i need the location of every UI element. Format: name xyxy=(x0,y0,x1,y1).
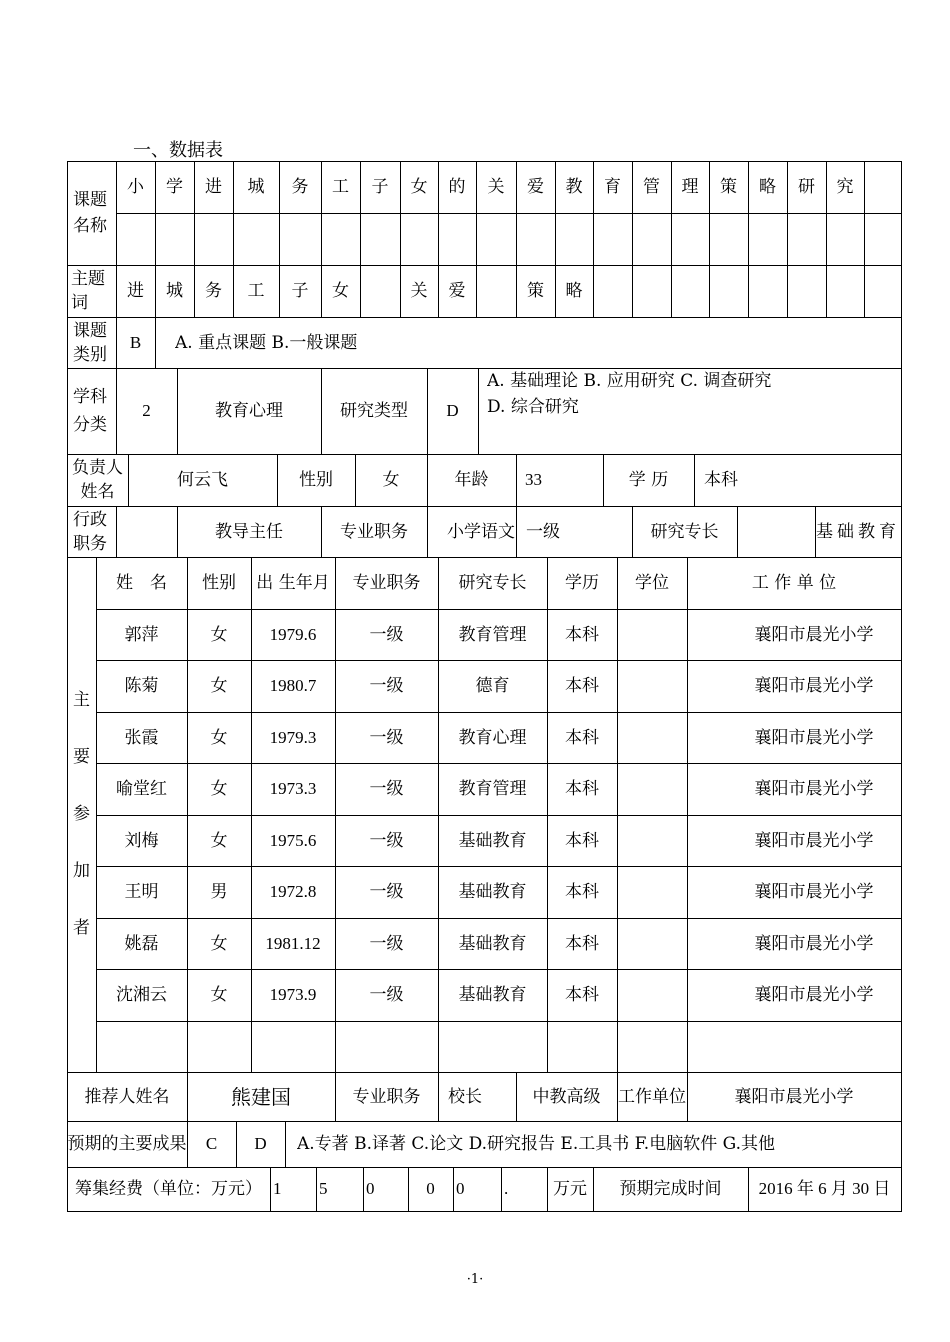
member-cell: 本科 xyxy=(565,933,599,954)
funding-digit: 0 xyxy=(456,1179,465,1198)
member-cell: 教育管理 xyxy=(458,779,527,799)
member-cell: 女 xyxy=(210,985,228,1005)
member-cell: 一级 xyxy=(369,985,404,1005)
completion-label: 预期完成时间 xyxy=(619,1179,722,1199)
member-cell: 本科 xyxy=(565,985,599,1005)
topic-char: 子 xyxy=(371,177,389,197)
leader-name: 何云飞 xyxy=(177,470,228,490)
topic-char: 学 xyxy=(166,177,183,197)
topic-name-label: 课题名称 xyxy=(73,190,107,236)
participants-label xyxy=(67,557,96,1072)
member-cell: 刘梅 xyxy=(124,830,159,851)
results-options: A.专著 B.译著 C.论文 D.研究报告 E.工具书 F.电脑软件 G.其他 xyxy=(297,1134,775,1154)
rule-line xyxy=(671,265,672,318)
member-cell: 喻堂红 xyxy=(116,779,167,799)
funding-digit: 1 xyxy=(273,1179,282,1198)
member-cell: 本科 xyxy=(565,727,599,748)
keyword-char: 城 xyxy=(166,281,183,301)
topic-char: 理 xyxy=(681,177,699,197)
topic-char: 工 xyxy=(332,177,349,197)
topic-char: 策 xyxy=(720,177,737,197)
member-cell: 女 xyxy=(210,676,228,696)
member-header-cell: 研究专长 xyxy=(458,573,527,593)
rule-line xyxy=(864,265,865,318)
topic-char: 城 xyxy=(247,177,265,197)
rule-line xyxy=(270,1167,271,1212)
topic-char: 女 xyxy=(410,177,428,197)
member-cell: 一级 xyxy=(369,727,404,748)
member-cell: 女 xyxy=(210,624,228,645)
rule-line xyxy=(501,1167,502,1212)
rule-line xyxy=(687,557,688,1073)
rule-line xyxy=(116,506,117,558)
rule-line xyxy=(748,265,749,318)
member-cell: 沈湘云 xyxy=(116,985,167,1005)
member-header-cell: 性别 xyxy=(202,573,236,593)
rule-line xyxy=(67,1211,902,1212)
funding-unit: 万元 xyxy=(553,1179,587,1199)
rule-line xyxy=(617,557,618,1073)
topic-char: 务 xyxy=(291,177,309,197)
topic-char: 关 xyxy=(487,177,505,197)
member-cell: 1979.6 xyxy=(269,624,317,644)
topic-char: 小 xyxy=(127,177,144,197)
research-type-options-line2: D. 综合研究 xyxy=(487,397,579,417)
member-cell: 一级 xyxy=(369,933,404,954)
subject-label: 学科分类 xyxy=(73,387,107,435)
member-cell: 1972.8 xyxy=(269,882,317,901)
participants-label-char: 主 xyxy=(73,690,90,710)
rule-line xyxy=(516,506,517,558)
category-options: A. 重点课题 B.一般课题 xyxy=(175,332,358,353)
rule-line xyxy=(316,1167,317,1212)
member-cell: 教育心理 xyxy=(458,727,527,748)
category-label: 课题类别 xyxy=(73,320,107,365)
keywords-label: 主题词 xyxy=(71,269,105,313)
member-cell: 1973.9 xyxy=(269,985,317,1004)
rule-line xyxy=(438,1072,439,1122)
rule-line xyxy=(864,161,865,266)
recommender-name: 熊建国 xyxy=(231,1084,291,1109)
prof-post-label: 专业职务 xyxy=(340,521,408,542)
leader-name-label: 负责人姓名 xyxy=(72,458,123,502)
recommender-unit-label: 工作单位 xyxy=(618,1086,686,1107)
subject-code: 2 xyxy=(142,401,151,420)
topic-char: 爱 xyxy=(527,177,544,197)
page-number: ·1· xyxy=(466,1272,484,1287)
member-header-cell: 专业职务 xyxy=(352,573,421,593)
member-cell: 基础教育 xyxy=(458,985,527,1005)
member-cell: 襄阳市晨光小学 xyxy=(754,882,874,902)
keyword-char: 略 xyxy=(565,281,583,301)
topic-char: 略 xyxy=(759,177,776,197)
member-cell: 一级 xyxy=(369,830,404,851)
member-cell: 襄阳市晨光小学 xyxy=(754,624,874,645)
topic-char: 管 xyxy=(643,177,660,197)
participants-label-char: 要 xyxy=(73,747,90,767)
member-cell: 王明 xyxy=(124,882,159,902)
funding-digit: 0 xyxy=(366,1179,375,1198)
funding-digit: 0 xyxy=(426,1179,435,1198)
funding-label: 筹集经费（单位：万元） xyxy=(75,1179,262,1199)
recommender-label: 推荐人姓名 xyxy=(84,1086,170,1107)
member-cell: 1980.7 xyxy=(269,676,317,695)
rule-line xyxy=(826,265,827,318)
member-cell: 襄阳市晨光小学 xyxy=(754,830,874,851)
member-cell: 1973.3 xyxy=(269,779,317,798)
keyword-char: 务 xyxy=(205,281,222,301)
topic-char: 育 xyxy=(604,177,621,197)
member-header-cell: 学历 xyxy=(565,573,599,593)
rule-line xyxy=(363,1167,364,1212)
leader-education-label: 学 历 xyxy=(628,470,669,490)
topic-char: 究 xyxy=(836,177,854,197)
member-cell: 女 xyxy=(210,779,228,799)
member-cell: 郭萍 xyxy=(124,624,159,645)
participants-label-char: 参 xyxy=(73,804,90,824)
rule-line xyxy=(694,454,695,507)
rule-line xyxy=(155,317,156,369)
member-cell: 基础教育 xyxy=(458,933,527,954)
member-cell: 1979.3 xyxy=(269,727,317,747)
funding-digit: . xyxy=(504,1179,509,1198)
rule-line xyxy=(593,265,594,318)
member-cell: 襄阳市晨光小学 xyxy=(754,727,874,748)
admin-post-label: 行政职务 xyxy=(73,509,107,554)
member-cell: 一级 xyxy=(369,882,404,902)
member-cell: 本科 xyxy=(565,830,599,851)
rule-line xyxy=(737,506,738,558)
topic-char: 研 xyxy=(798,177,815,197)
keyword-char: 进 xyxy=(127,281,144,301)
recommender-unit: 襄阳市晨光小学 xyxy=(734,1086,854,1107)
category-value: B xyxy=(129,332,142,352)
member-cell: 基础教育 xyxy=(458,882,527,902)
member-cell: 男 xyxy=(210,882,228,902)
member-header-cell: 出 生年月 xyxy=(256,573,330,593)
member-cell: 本科 xyxy=(565,882,599,902)
results-value-2: D xyxy=(254,1134,267,1153)
member-cell: 1981.12 xyxy=(265,933,321,953)
member-cell: 襄阳市晨光小学 xyxy=(754,779,874,799)
topic-char: 教 xyxy=(565,177,583,197)
member-cell: 张霞 xyxy=(124,727,159,748)
admin-post: 教导主任 xyxy=(215,521,283,542)
rule-line xyxy=(360,265,361,318)
recommender-title: 中教高级 xyxy=(532,1086,601,1107)
member-cell: 女 xyxy=(210,727,228,748)
rule-line xyxy=(478,368,479,455)
member-cell: 襄阳市晨光小学 xyxy=(754,985,874,1005)
member-cell: 本科 xyxy=(565,676,599,696)
member-cell: 一级 xyxy=(369,779,404,799)
member-cell: 本科 xyxy=(565,624,599,645)
member-cell: 襄阳市晨光小学 xyxy=(754,933,874,954)
topic-char: 的 xyxy=(448,177,466,197)
rule-line xyxy=(709,265,710,318)
member-cell: 襄阳市晨光小学 xyxy=(754,676,874,696)
keyword-char: 策 xyxy=(527,281,544,301)
keyword-char: 关 xyxy=(410,281,428,301)
keyword-char: 工 xyxy=(247,281,265,301)
leader-education: 本科 xyxy=(704,470,738,490)
specialty-label: 研究专长 xyxy=(650,521,719,542)
results-label: 预期的主要成果 xyxy=(67,1134,187,1154)
rule-line xyxy=(453,1167,454,1212)
leader-age-label: 年龄 xyxy=(454,470,489,490)
research-type-value: D xyxy=(446,401,459,420)
rule-line xyxy=(632,265,633,318)
member-cell: 一级 xyxy=(369,624,404,645)
member-cell: 基础教育 xyxy=(458,830,527,851)
topic-char: 进 xyxy=(205,177,222,197)
member-cell: 一级 xyxy=(369,676,404,696)
recommender-post-label: 专业职务 xyxy=(352,1086,421,1107)
specialty-value: 基础教育 xyxy=(816,521,900,542)
rule-line xyxy=(516,454,517,507)
leader-gender-label: 性别 xyxy=(299,470,333,490)
research-type-label: 研究类型 xyxy=(340,401,408,421)
rule-line xyxy=(476,265,477,318)
results-value-1: C xyxy=(205,1134,218,1153)
prof-level: 一级 xyxy=(526,521,560,542)
funding-digit: 5 xyxy=(319,1179,328,1198)
completion-date: 2016 年 6 月 30 日 xyxy=(758,1179,891,1198)
member-header-cell: 学位 xyxy=(635,573,669,593)
keyword-char: 子 xyxy=(291,281,309,301)
rule-line xyxy=(285,1121,286,1168)
member-cell: 教育管理 xyxy=(458,624,527,645)
member-cell: 女 xyxy=(210,830,228,851)
member-cell: 本科 xyxy=(565,779,599,799)
member-cell: 1975.6 xyxy=(269,830,317,850)
keyword-char: 爱 xyxy=(448,281,466,301)
member-header-cell: 工 作 单 位 xyxy=(751,573,837,593)
subject-name: 教育心理 xyxy=(215,401,283,421)
prof-post: 小学语文 xyxy=(447,521,515,542)
member-cell: 姚磊 xyxy=(124,933,159,954)
keyword-char: 女 xyxy=(332,281,349,301)
rule-line xyxy=(96,1021,902,1022)
member-cell: 女 xyxy=(210,933,228,954)
participants-label-char: 加 xyxy=(73,861,90,881)
recommender-post: 校长 xyxy=(448,1086,482,1107)
research-type-options xyxy=(487,368,901,454)
leader-age: 33 xyxy=(525,470,542,489)
leader-gender: 女 xyxy=(382,470,400,490)
rule-line xyxy=(427,506,428,558)
member-header-cell: 姓 名 xyxy=(116,573,167,593)
research-type-options-line1: A. 基础理论 B. 应用研究 C. 调查研究 xyxy=(487,371,772,391)
member-cell: 德育 xyxy=(475,676,510,696)
section-heading: 一、数据表 xyxy=(133,140,223,161)
rule-line xyxy=(787,265,788,318)
rule-line xyxy=(901,161,902,1212)
member-cell: 陈菊 xyxy=(124,676,159,696)
participants-label-char: 者 xyxy=(73,918,90,938)
